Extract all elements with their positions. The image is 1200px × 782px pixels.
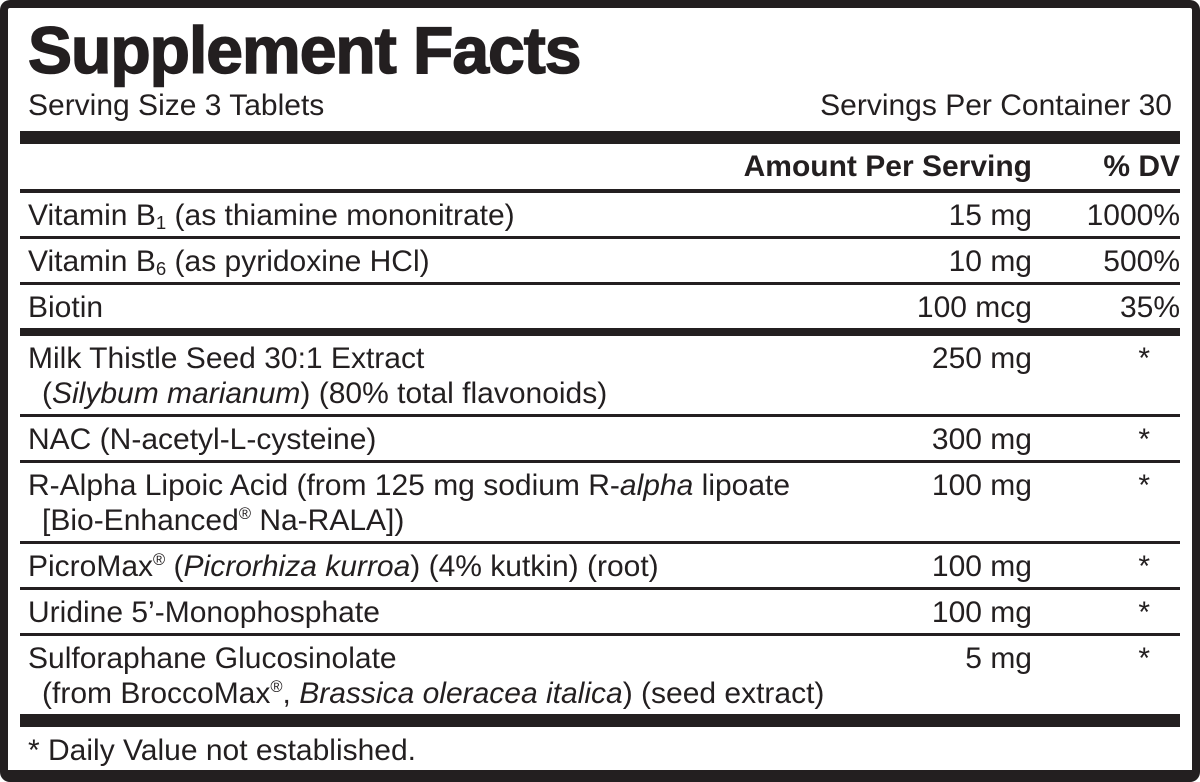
ingredient-name: Milk Thistle Seed 30:1 Extract (Silybum marianum) (80% total flavonoids) [28,342,608,410]
table-row [20,636,1180,714]
ingredient-rows [20,193,1180,714]
dv-value: * [1138,469,1150,502]
dv-value: * [1138,423,1150,456]
table-row [20,417,1180,463]
panel-title: Supplement Facts [28,13,581,87]
dv-value: * [1138,596,1150,629]
ingredient-name: Vitamin $B_6$ (as pyridoxine HCl) [28,245,430,280]
ingredient-name: Uridine 5’-Monophosphate [28,596,380,629]
table-row [20,544,1180,590]
amount-value: 15 mg [948,199,1032,232]
amount-value: 100 mg [931,469,1032,502]
amount-value: 250 mg [931,342,1032,375]
ingredient-name: Biotin [28,291,104,324]
ingredient-name: Vitamin $B_1$ (as thiamine mononitrate) [28,199,515,234]
table-row [20,285,1180,336]
dv-value: * [1138,642,1150,675]
footer-group [20,714,1180,777]
column-header-row [20,144,1180,189]
dv-value: 1000% [1086,199,1180,232]
ingredient-name: R-Alpha Lipoic Acid (from 125 mg sodium R-alpha lipoate [Bio-Enhanced® Na-RALA]) [28,469,791,537]
servings-per-container-text: Servings Per Container 30 [820,89,1172,122]
amount-value: 300 mg [931,423,1032,456]
thick-divider-bottom [20,714,1180,727]
dv-value: * [1138,342,1150,375]
dv-value: 500% [1103,245,1180,278]
dv-value: * [1138,550,1150,583]
daily-value-footnote: * Daily Value not established. [28,734,417,767]
amount-value: 5 mg [965,642,1032,675]
dv-column-header: % DV [1103,150,1180,183]
table-row [20,590,1180,636]
serving-info-row [20,86,1180,131]
ingredient-name: PicroMax® (Picrorhiza kurroa) (4% kutkin) (root) [28,550,659,583]
serving-size-text: Serving Size 3 Tablets [28,89,325,122]
table-row [20,193,1180,239]
table-row [20,336,1180,417]
thick-divider-top [20,131,1180,144]
table-row [20,239,1180,285]
amount-value: 100 mg [931,550,1032,583]
ingredient-name: NAC (N-acetyl-L-cysteine) [28,423,377,456]
table-row [20,463,1180,544]
ingredient-name: Sulforaphane Glucosinolate (from BroccoMax®, Brassica oleracea italica) (seed extract) [28,642,825,710]
amount-value: 10 mg [948,245,1032,278]
dv-value: 35% [1119,291,1180,324]
amount-column-header: Amount Per Serving [743,150,1032,183]
amount-value: 100 mcg [916,291,1032,324]
amount-value: 100 mg [931,596,1032,629]
